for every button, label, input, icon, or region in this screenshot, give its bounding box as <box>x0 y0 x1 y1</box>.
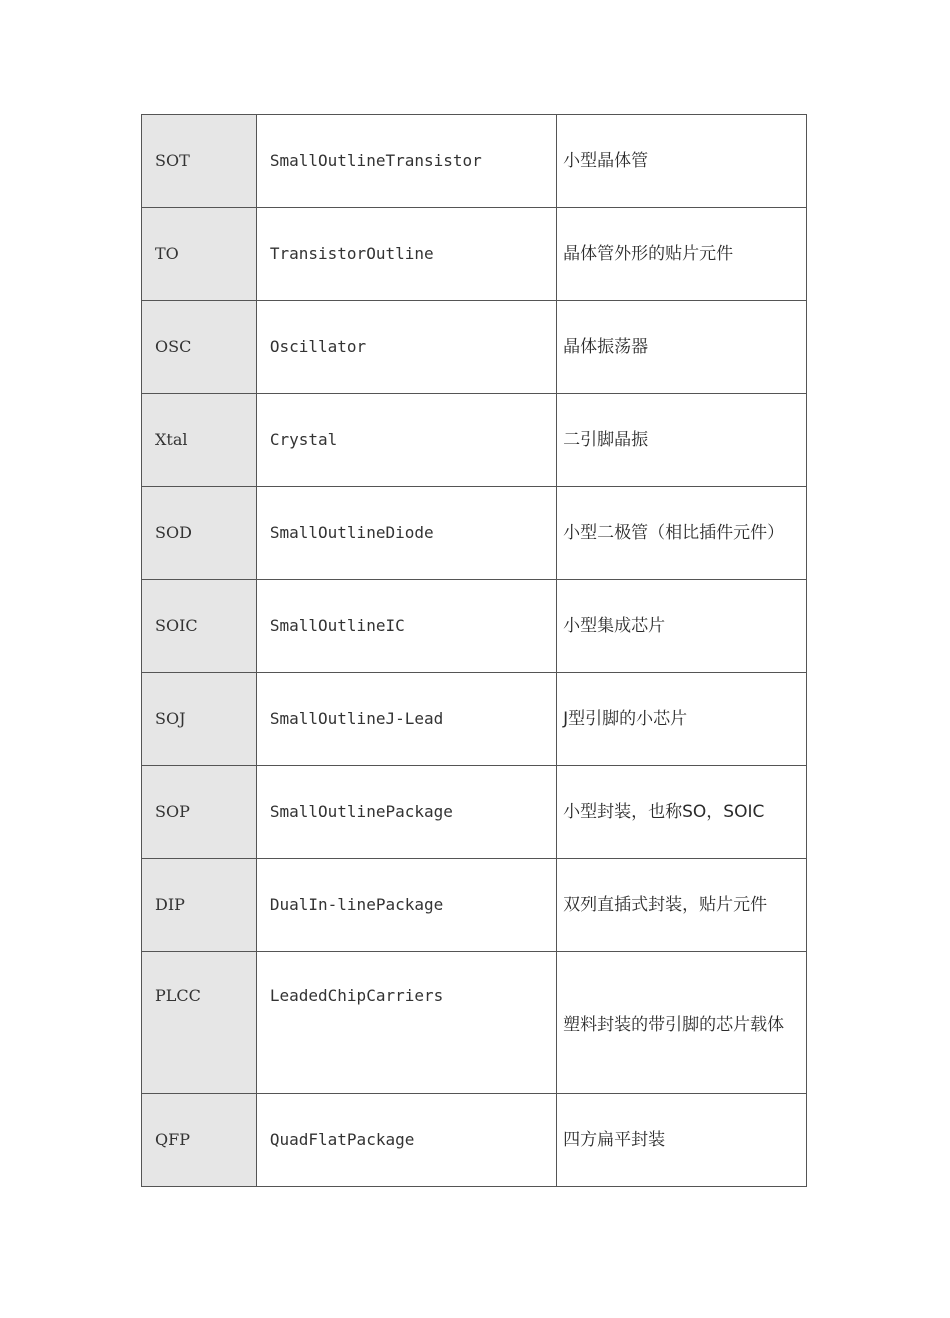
abbreviation-cell: SOJ <box>142 673 257 766</box>
description-cell: 小型二极管（相比插件元件） <box>557 487 807 580</box>
abbreviation-cell: SOD <box>142 487 257 580</box>
full-name-cell: SmallOutlineDiode <box>256 487 556 580</box>
full-name-cell: Crystal <box>256 394 556 487</box>
table-row <box>142 1094 807 1187</box>
full-name-cell: QuadFlatPackage <box>256 1094 556 1187</box>
full-name-cell: LeadedChipCarriers <box>256 952 556 1094</box>
full-name-cell: TransistorOutline <box>256 208 556 301</box>
abbreviation-cell: Xtal <box>142 394 257 487</box>
abbreviation-cell: SOT <box>142 115 257 208</box>
table-row <box>142 487 807 580</box>
description-cell: 晶体管外形的贴片元件 <box>557 208 807 301</box>
description-cell: 晶体振荡器 <box>557 301 807 394</box>
description-cell: 双列直插式封装，贴片元件 <box>557 859 807 952</box>
abbreviation-cell: OSC <box>142 301 257 394</box>
full-name-cell: SmallOutlineIC <box>256 580 556 673</box>
description-cell: 小型封装，也称SO，SOIC <box>557 766 807 859</box>
table-row <box>142 208 807 301</box>
description-cell: 二引脚晶振 <box>557 394 807 487</box>
table-row <box>142 859 807 952</box>
description-cell: 小型晶体管 <box>557 115 807 208</box>
full-name-cell: DualIn-linePackage <box>256 859 556 952</box>
table-row <box>142 766 807 859</box>
package-table <box>141 114 807 1187</box>
full-name-cell: Oscillator <box>256 301 556 394</box>
description-cell: 小型集成芯片 <box>557 580 807 673</box>
abbreviation-cell: SOP <box>142 766 257 859</box>
abbreviation-cell: TO <box>142 208 257 301</box>
description-cell: 塑料封装的带引脚的芯片载体 <box>557 952 807 1094</box>
description-cell: 四方扁平封装 <box>557 1094 807 1187</box>
full-name-cell: SmallOutlineJ-Lead <box>256 673 556 766</box>
table-row <box>142 673 807 766</box>
table-row <box>142 394 807 487</box>
full-name-cell: SmallOutlinePackage <box>256 766 556 859</box>
table-row <box>142 301 807 394</box>
abbreviation-cell: QFP <box>142 1094 257 1187</box>
abbreviation-cell: PLCC <box>142 952 257 1094</box>
abbreviation-cell: SOIC <box>142 580 257 673</box>
full-name-cell: SmallOutlineTransistor <box>256 115 556 208</box>
table-row <box>142 580 807 673</box>
table-row <box>142 952 807 1094</box>
table-row <box>142 115 807 208</box>
abbreviation-cell: DIP <box>142 859 257 952</box>
description-cell: J型引脚的小芯片 <box>557 673 807 766</box>
